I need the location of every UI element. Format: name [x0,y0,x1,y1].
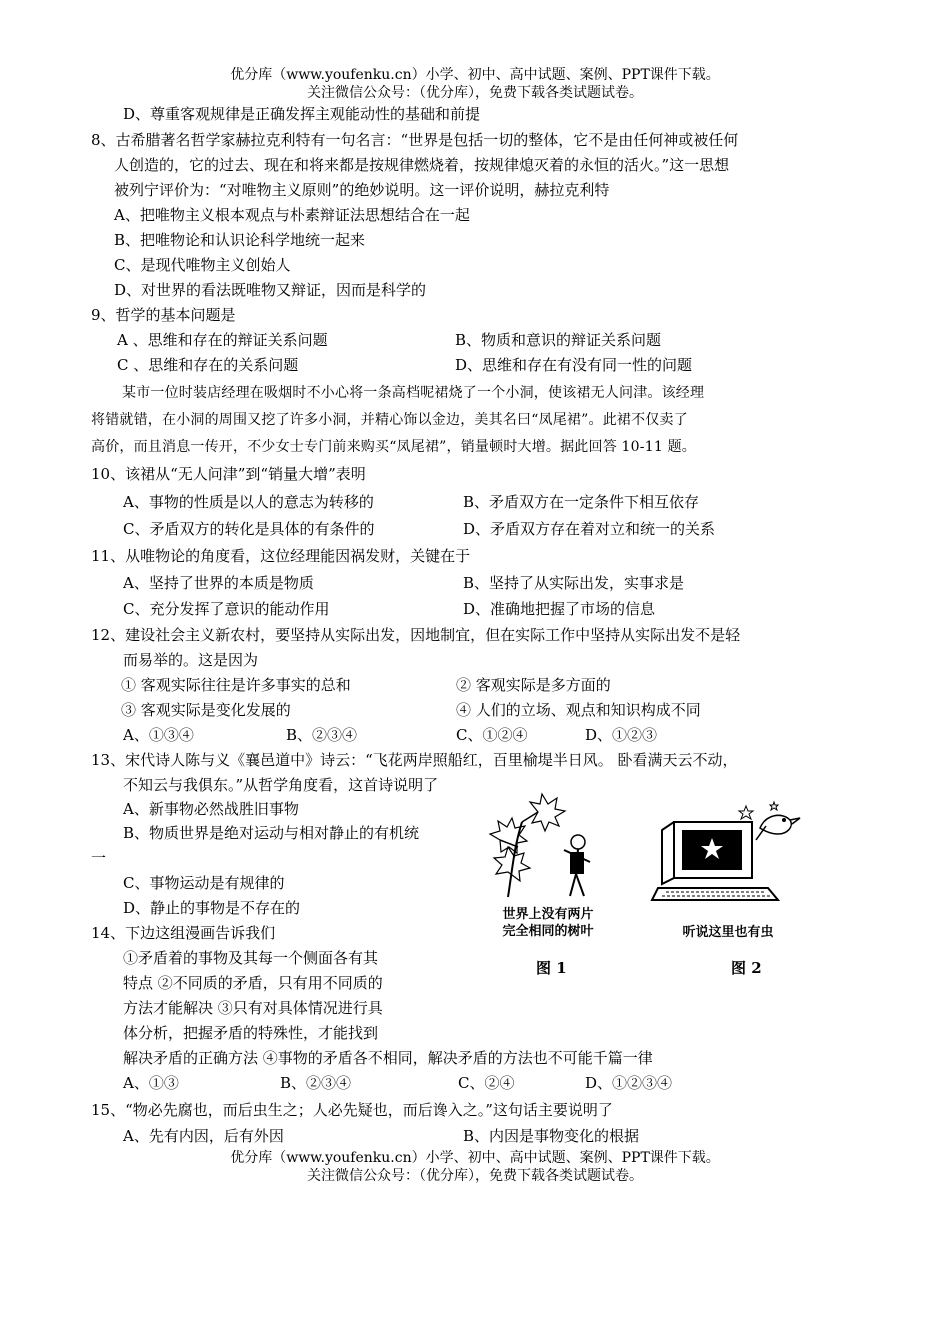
q15-stem: 15、“物必先腐也，而后虫生之；人必先疑也，而后谗入之。”这句话主要说明了 [91,1101,613,1119]
q14-option-a: A、①③ [123,1074,179,1092]
q9-option-c: C 、思维和存在的关系问题 [117,356,299,374]
q14-option-b: B、②③④ [280,1074,352,1092]
q14-option-c: C、②④ [458,1074,515,1092]
q10-option-a: A、事物的性质是以人的意志为转移的 [123,493,374,511]
q13-stem-line-2: 不知云与我俱东。”从哲学角度看，这首诗说明了 [123,776,439,794]
material-line-3: 高价，而且消息一传开，不少女士专门前来购买“凤尾裙”，销量顿时大增。据此回答 10-11 题。 [91,439,696,455]
cartoon-2-drawing [648,800,808,908]
q11-option-a: A、坚持了世界的本质是物质 [123,574,314,592]
q11-stem: 11、从唯物论的角度看，这位经理能因祸发财，关键在于 [91,547,471,565]
q12-option-b: B、②③④ [286,726,358,744]
q14-text-line-1: ①矛盾着的事物及其每一个侧面各有其 [123,949,379,967]
q13-option-c: C、事物运动是有规律的 [123,874,285,892]
q11-option-c: C、充分发挥了意识的能动作用 [123,600,330,618]
q10-option-c: C、矛盾双方的转化是具体的有条件的 [123,520,375,538]
q8-option-d: D、对世界的看法既唯物又辩证，因而是科学的 [114,281,427,299]
q14-option-d: D、①②③④ [585,1074,673,1092]
q12-stem-line-1: 12、建设社会主义新农村，要坚持从实际出发，因地制宜，但在实际工作中坚持从实际出发不是轻 [91,626,741,644]
cartoon-1-label: 图 1 [536,959,567,977]
q8-stem-line-2: 人创造的，它的过去、现在和将来都是按规律燃烧着，按规律熄灭着的永恒的活火。”这一思想 [114,156,730,174]
q7-option-d: D、尊重客观规律是正确发挥主观能动性的基础和前提 [123,105,481,123]
q10-option-b: B、矛盾双方在一定条件下相互依存 [463,493,700,511]
q14-text-line-3: 方法才能解决 ③只有对具体情况进行具 [123,999,383,1017]
q11-option-b: B、坚持了从实际出发，实事求是 [463,574,685,592]
cartoon-2-caption: 听说这里也有虫 [682,925,774,940]
q14-text-line-2: 特点 ②不同质的矛盾，只有用不同质的 [123,974,383,992]
header-line-2: 关注微信公众号：（优分库），免费下载各类试题试卷。 [307,85,643,101]
q12-item-3: ③ 客观实际是变化发展的 [121,701,291,719]
q13-option-d: D、静止的事物是不存在的 [123,899,301,917]
cartoon-2-label: 图 2 [731,959,762,977]
q12-item-2: ② 客观实际是多方面的 [456,676,611,694]
q13-option-a: A、新事物必然战胜旧事物 [123,800,299,818]
q8-option-a: A、把唯物主义根本观点与朴素辩证法思想结合在一起 [114,206,470,224]
q9-option-b: B、物质和意识的辩证关系问题 [455,331,662,349]
cartoon-1-caption-line-1: 世界上没有两片 [502,907,594,922]
q14-stem: 14、下边这组漫画告诉我们 [91,924,276,942]
q12-stem-line-2: 而易举的。这是因为 [123,651,259,669]
cartoon-1 [478,792,618,942]
q8-stem-line-3: 被列宁评价为：“对唯物主义原则”的绝妙说明。这一评价说明，赫拉克利特 [114,181,610,199]
q13-option-b-line-2: 一 [91,849,107,867]
footer-line-2: 关注微信公众号：（优分库），免费下载各类试题试卷。 [307,1168,643,1184]
cartoon-1-caption-line-2: 完全相同的树叶 [502,924,594,939]
q10-option-d: D、矛盾双方存在着对立和统一的关系 [463,520,716,538]
q13-option-b-line-1: B、物质世界是绝对运动与相对静止的有机统 [123,824,420,842]
q15-option-b: B、内因是事物变化的根据 [463,1127,640,1145]
q14-text-line-5: 解决矛盾的正确方法 ④事物的矛盾各不相同，解决矛盾的方法也不可能千篇一律 [123,1049,653,1067]
q9-option-d: D、思维和存在有没有同一性的问题 [455,356,693,374]
q8-option-b: B、把唯物论和认识论科学地统一起来 [114,231,366,249]
cartoon-2 [648,800,808,940]
q13-stem-line-1: 13、宋代诗人陈与义《襄邑道中》诗云：“飞花两岸照船红，百里榆堤半日风。 卧看满天云不动， [91,751,738,769]
q15-option-a: A、先有内因，后有外因 [123,1127,284,1145]
footer-line-1: 优分库（www.youfenku.cn）小学、初中、高中试题、案例、PPT课件下载。 [230,1150,720,1166]
q12-option-d: D、①②③ [585,726,658,744]
q12-option-a: A、①③④ [123,726,194,744]
q12-item-4: ④ 人们的立场、观点和知识构成不同 [456,701,701,719]
q11-option-d: D、准确地把握了市场的信息 [463,600,656,618]
q10-stem: 10、该裙从“无人问津”到“销量大增”表明 [91,465,366,483]
q12-item-1: ① 客观实际往往是许多事实的总和 [121,676,351,694]
q8-option-c: C、是现代唯物主义创始人 [114,256,291,274]
material-line-1: 某市一位时装店经理在吸烟时不小心将一条高档呢裙烧了一个小洞，使该裙无人问津。该经理 [122,385,705,401]
q12-option-c: C、①②④ [456,726,528,744]
q14-text-line-4: 体分析，把握矛盾的特殊性，才能找到 [123,1024,379,1042]
q9-option-a: A 、思维和存在的辩证关系问题 [117,331,328,349]
header-line-1: 优分库（www.youfenku.cn）小学、初中、高中试题、案例、PPT课件下载。 [230,67,720,83]
q9-stem: 9、哲学的基本问题是 [91,306,236,324]
material-line-2: 将错就错，在小洞的周围又挖了许多小洞，并精心饰以金边，美其名曰“凤尾裙”。此裙不仅卖了 [91,412,688,428]
cartoon-1-drawing [478,792,618,902]
q8-stem-line-1: 8、古希腊著名哲学家赫拉克利特有一句名言：“世界是包括一切的整体，它不是由任何神或被任何 [91,131,739,149]
